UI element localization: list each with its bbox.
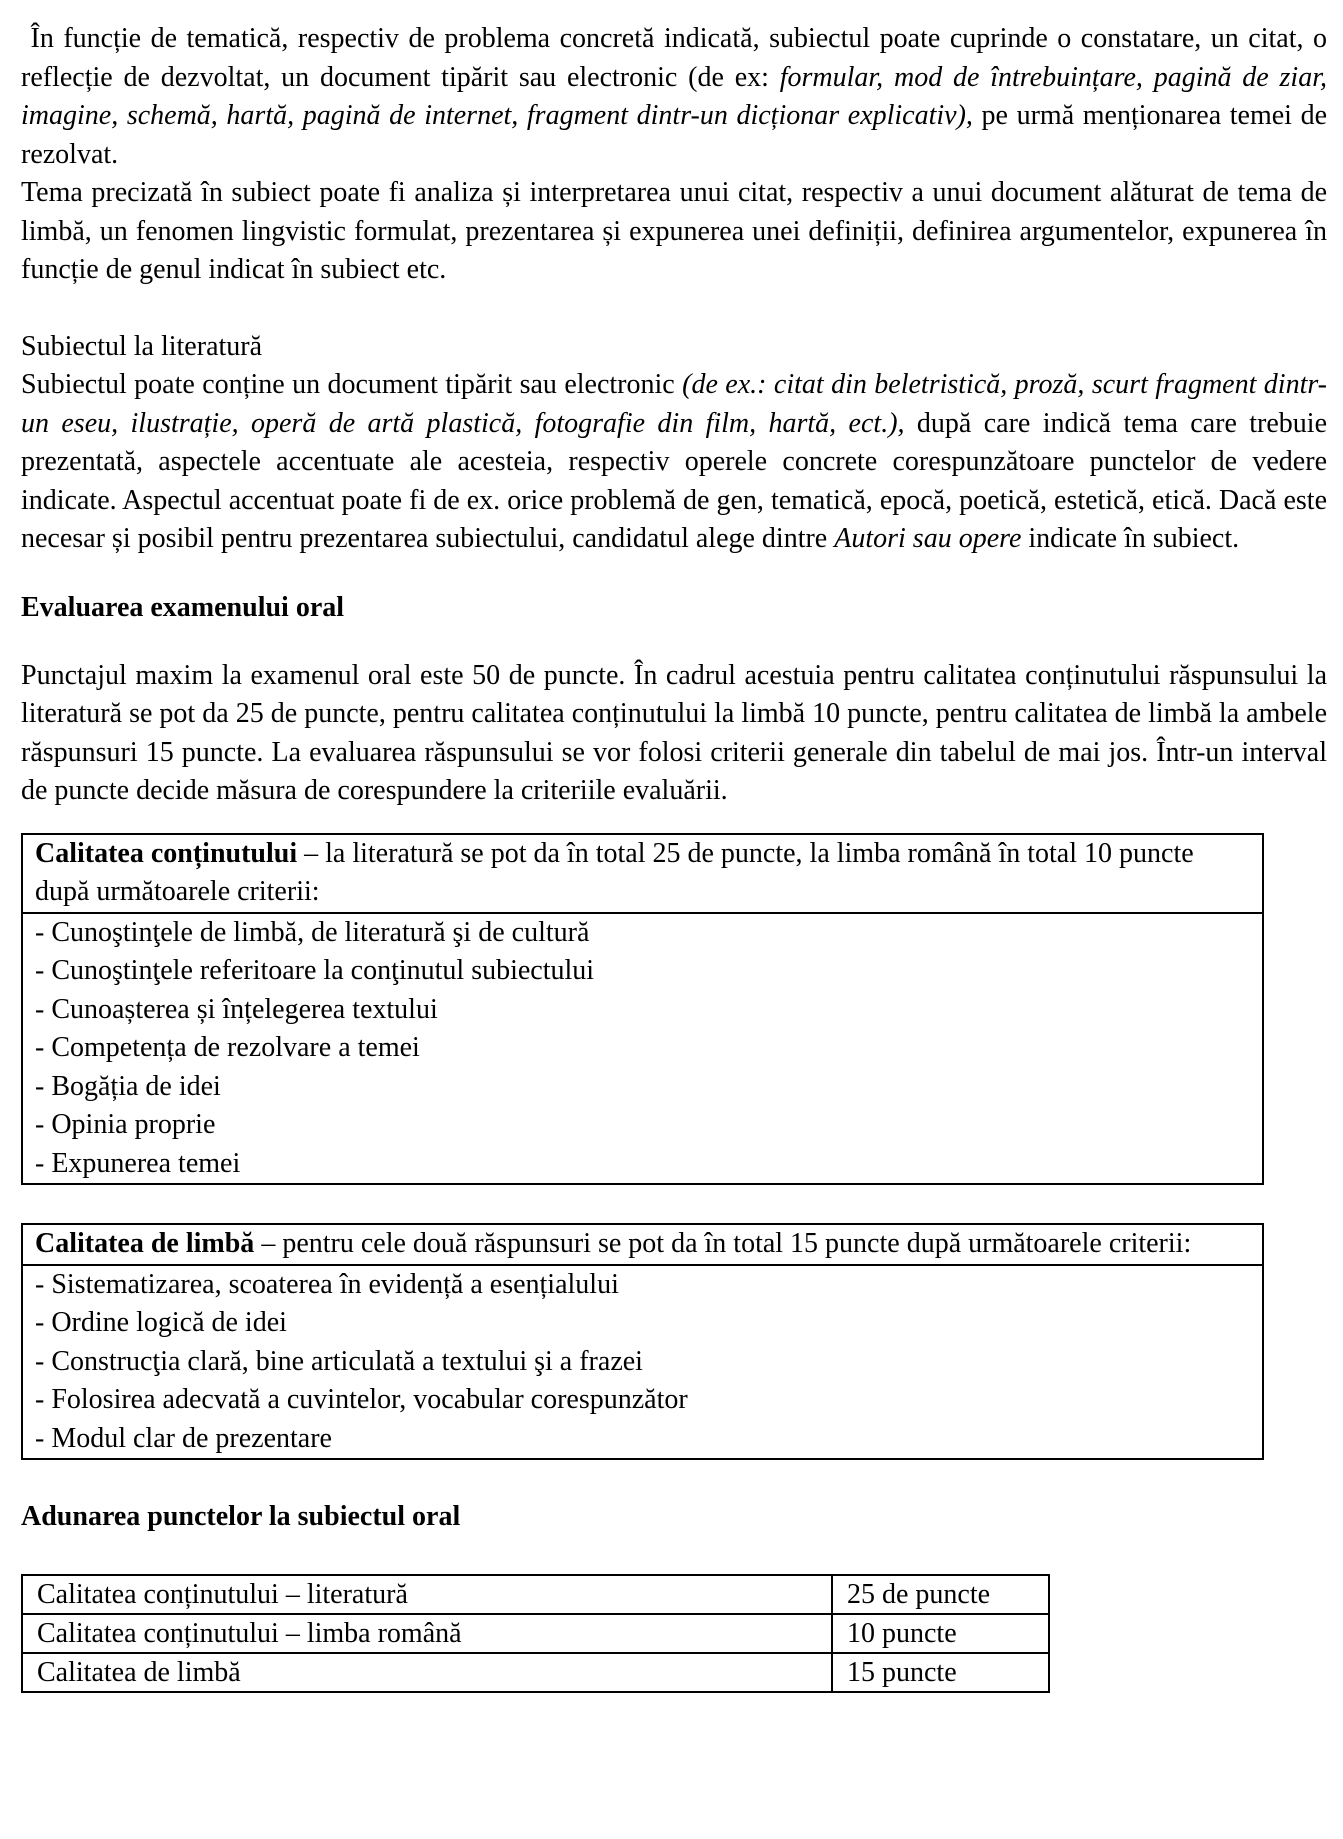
intro-text-2: pe urmă menționarea temei de rezolvat. bbox=[21, 100, 1327, 170]
intro-paragraph-1 bbox=[21, 20, 1327, 174]
summary-label-cell: Calitatea conținutului – literatură bbox=[22, 1575, 832, 1614]
criterion-item: - Construcţia clară, bine articulată a textului şi a frazei bbox=[35, 1345, 643, 1377]
summary-points-cell: 25 de puncte bbox=[832, 1575, 1049, 1614]
criterion-item: - Expunerea temei bbox=[35, 1147, 241, 1179]
language-quality-criteria bbox=[23, 1266, 1262, 1459]
literature-text-1: Subiectul poate conține un document tipărit sau electronic bbox=[21, 369, 683, 400]
criterion-item: - Opinia proprie bbox=[35, 1109, 216, 1140]
language-quality-title: Calitatea de limbă bbox=[35, 1228, 255, 1259]
literature-text-2: după care indică tema care trebuie prezentată, aspectele accentuate ale acesteia, respectiv operele concrete corespunzătoare punctelor de vedere indicate. Aspectul accentuat poate fi de ex. orice problemă de gen, tematică, epocă, poetică, estetică, etică. Dacă este necesar și posibil pentru prezentarea subiectului, candidatul alege dintre bbox=[21, 407, 1328, 554]
content-quality-table bbox=[21, 833, 1264, 1186]
literature-italic-examples: (de ex.: citat din beletristică, proză, scurt fragment dintr-un eseu, ilustrație, operă de artă plastică, fotografie din film, hartă, ect.), bbox=[21, 369, 1328, 439]
intro-text-1: În funcție de tematică, respectiv de problema concretă indicată, subiectul poate cuprinde o constatare, un citat, o reflecție de dezvoltat, un document tipărit sau electronic (de ex: bbox=[21, 23, 1327, 93]
intro-paragraph-2: Tema precizată în subiect poate fi analiza și interpretarea unui citat, respectiv a unui document alăturat de tema de limbă, un fenomen lingvistic formulat, prezentarea și expunerea unei definiții, definirea argumentelor, expunerea în funcție de genul indicat în subiect etc. bbox=[21, 177, 1327, 285]
criterion-item: - Ordine logică de idei bbox=[35, 1307, 287, 1338]
summary-label-cell: Calitatea de limbă bbox=[22, 1653, 832, 1692]
content-quality-header bbox=[23, 835, 1262, 914]
criterion-item: - Cunoașterea și înțelegerea textului bbox=[35, 993, 438, 1025]
literature-italic-authors: Autori sau opere bbox=[834, 523, 1022, 554]
criterion-item: - Cunoştinţele referitoare la conţinutul subiectului bbox=[35, 955, 595, 986]
table-row bbox=[22, 1614, 1049, 1653]
language-quality-description: – pentru cele două răspunsuri se pot da în total 15 puncte după următoarele criterii: bbox=[254, 1228, 1192, 1259]
summary-label-cell: Calitatea conținutului – limba română bbox=[22, 1614, 832, 1653]
criterion-item: - Folosirea adecvată a cuvintelor, vocabular corespunzător bbox=[35, 1384, 688, 1415]
literature-text-3: indicate în subiect. bbox=[1021, 523, 1240, 554]
summary-points-cell: 10 puncte bbox=[832, 1614, 1049, 1653]
table-row bbox=[22, 1653, 1049, 1692]
criterion-item: - Competența de rezolvare a temei bbox=[35, 1032, 420, 1063]
table-row bbox=[22, 1575, 1049, 1614]
content-quality-title: Calitatea conținutului bbox=[35, 837, 298, 869]
criterion-item: - Bogăția de idei bbox=[35, 1070, 221, 1102]
evaluation-heading: Evaluarea examenului oral bbox=[21, 591, 345, 623]
criterion-item: - Cunoştinţele de limbă, de literatură şi de cultură bbox=[35, 916, 590, 948]
points-summary-table bbox=[21, 1574, 1050, 1693]
language-quality-table bbox=[21, 1223, 1264, 1460]
literature-paragraph bbox=[21, 366, 1327, 559]
intro-italic-examples: formular, mod de întrebuințare, pagină de ziar, imagine, schemă, hartă, pagină de internet, fragment dintr-un dicționar explicativ), bbox=[21, 61, 1327, 131]
summary-points-cell: 15 puncte bbox=[832, 1653, 1049, 1692]
content-quality-criteria bbox=[23, 914, 1262, 1184]
criterion-item: - Sistematizarea, scoaterea în evidență a esențialului bbox=[35, 1268, 619, 1300]
summary-heading: Adunarea punctelor la subiectul oral bbox=[21, 1501, 461, 1532]
literature-heading: Subiectul la literatură bbox=[21, 330, 263, 362]
document-page bbox=[21, 20, 1327, 1693]
criterion-item: - Modul clar de prezentare bbox=[35, 1422, 332, 1454]
content-quality-description: – la literatură se pot da în total 25 de puncte, la limba română în total 10 puncte după următoarele criterii: bbox=[35, 837, 1194, 907]
evaluation-paragraph: Punctajul maxim la examenul oral este 50 de puncte. În cadrul acestuia pentru calitatea conținutului răspunsului la literatură se pot da 25 de puncte, pentru calitatea conținutului la limbă 10 puncte, pentru calitatea de limbă la ambele răspunsuri 15 puncte. La evaluarea răspunsului se vor folosi criterii generale din tabelul de mai jos. Într-un interval de puncte decide măsura de corespundere la criteriile evaluării. bbox=[21, 659, 1327, 806]
language-quality-header bbox=[23, 1225, 1262, 1266]
